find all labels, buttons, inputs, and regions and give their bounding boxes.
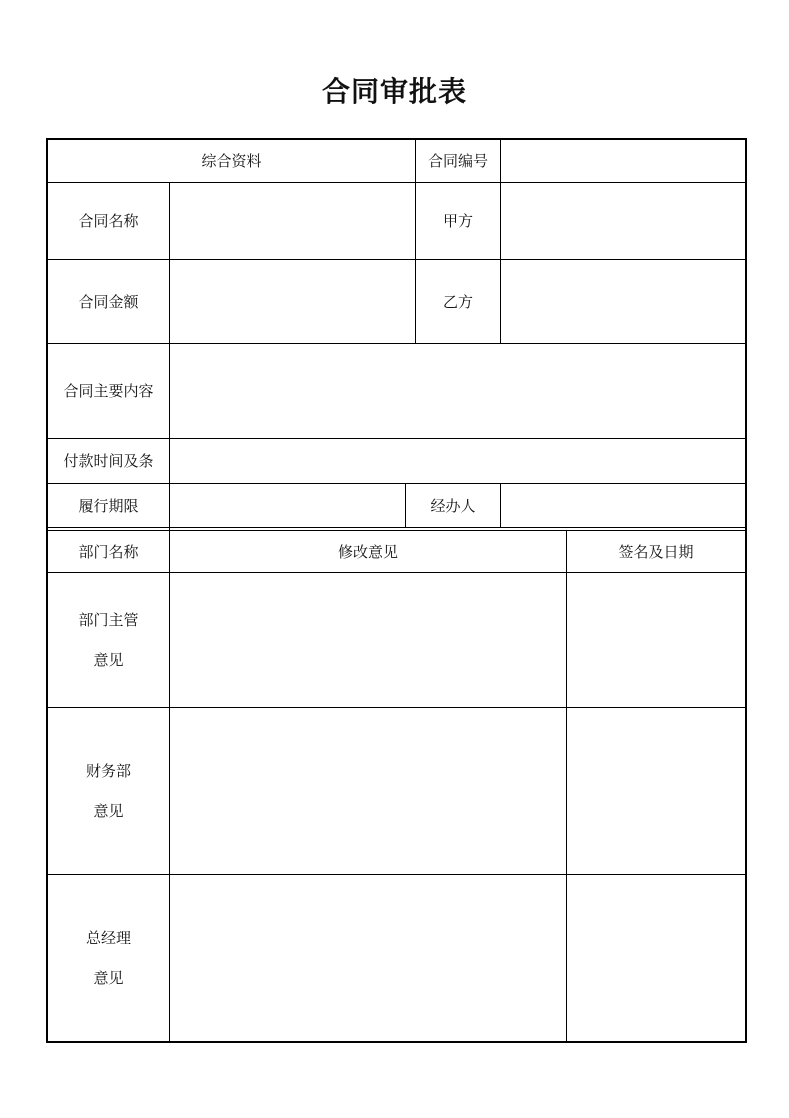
section-divider: [47, 527, 746, 528]
performance-period-field[interactable]: [170, 484, 405, 527]
opinion-suffix: 意见: [93, 802, 124, 820]
department-column-header: 部门名称: [78, 542, 139, 561]
page-title: 合同审批表: [321, 75, 467, 108]
opinion-column-header: 修改意见: [337, 542, 398, 561]
payment-terms-label: 付款时间及条: [63, 452, 154, 470]
contract-number-field[interactable]: [501, 140, 745, 182]
contract-name-field[interactable]: [170, 183, 415, 259]
manager-opinion-field[interactable]: [170, 573, 566, 707]
finance-opinion-field[interactable]: [170, 708, 566, 874]
party-a-label: 甲方: [442, 212, 473, 230]
handler-field[interactable]: [501, 484, 745, 527]
performance-period-label: 履行期限: [78, 496, 139, 515]
payment-terms-field[interactable]: [170, 439, 745, 483]
department-name: 部门主管: [78, 611, 139, 629]
approval-row-label: [48, 573, 169, 707]
main-content-field[interactable]: [170, 344, 745, 438]
contract-number-label: 合同编号: [427, 152, 488, 170]
party-a-field[interactable]: [501, 183, 745, 259]
opinion-suffix: 意见: [93, 969, 124, 987]
finance-signature-field[interactable]: [567, 708, 745, 874]
party-b-field[interactable]: [501, 260, 745, 343]
general-manager-opinion-field[interactable]: [170, 875, 566, 1041]
handler-label: 经办人: [430, 496, 476, 515]
opinion-suffix: 意见: [93, 651, 124, 669]
contract-name-label: 合同名称: [78, 212, 139, 230]
department-name: 财务部: [85, 762, 131, 780]
contract-amount-field[interactable]: [170, 260, 415, 343]
party-b-label: 乙方: [442, 292, 473, 311]
main-content-label: 合同主要内容: [63, 382, 154, 400]
general-info-label: 综合资料: [201, 152, 262, 170]
general-manager-signature-field[interactable]: [567, 875, 745, 1041]
department-name: 总经理: [85, 929, 131, 947]
approval-row-label: [48, 708, 169, 874]
signature-column-header: 签名及日期: [618, 542, 694, 561]
contract-amount-label: 合同金额: [78, 292, 139, 311]
approval-row-label: [48, 875, 169, 1041]
manager-signature-field[interactable]: [567, 573, 745, 707]
